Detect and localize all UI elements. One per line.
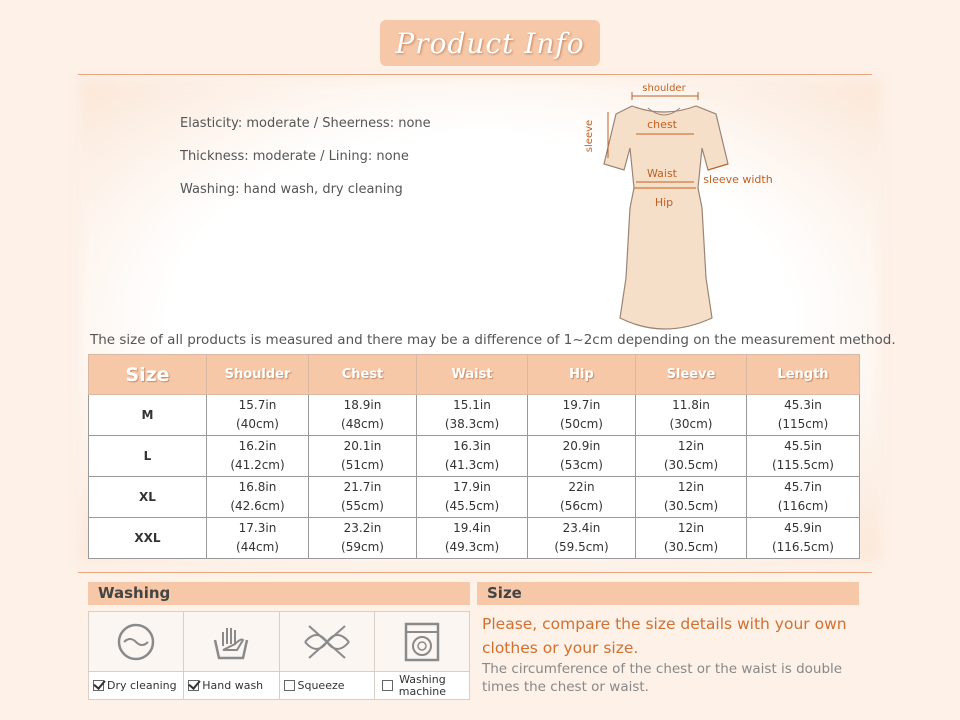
- wash-label-hand-wash: Hand wash: [202, 679, 264, 692]
- label-waist: Waist: [646, 167, 678, 180]
- label-sleeve-width: sleeve width: [703, 173, 773, 186]
- row-size-label: L: [89, 436, 207, 477]
- size-heading: Size: [477, 582, 859, 605]
- no-squeeze-icon: [299, 620, 355, 664]
- page-title: Product Info: [395, 26, 585, 60]
- table-cell: 12in (30.5cm): [636, 436, 747, 477]
- table-cell: 17.3in (44cm): [207, 518, 309, 559]
- table-cell: 16.2in (41.2cm): [207, 436, 309, 477]
- size-sub-text: The circumference of the chest or the waist is double times the chest or waist.: [482, 661, 843, 695]
- wash-label-row: [184, 671, 278, 699]
- title-banner: [380, 20, 600, 66]
- wash-option-washing-machine: [375, 612, 469, 699]
- table-cell: 20.1in (51cm): [309, 436, 417, 477]
- washing-machine-icon: [400, 620, 444, 664]
- checkbox-washing-machine: [382, 680, 393, 691]
- header-hip: Hip: [528, 355, 636, 395]
- table-cell: 16.3in (41.3cm): [417, 436, 528, 477]
- header-size: Size: [89, 355, 207, 395]
- table-cell: 17.9in (45.5cm): [417, 477, 528, 518]
- washing-instructions: [88, 611, 470, 700]
- row-size-label: XL: [89, 477, 207, 518]
- table-cell: 23.4in (59.5cm): [528, 518, 636, 559]
- table-cell: 45.3in (115cm): [747, 395, 860, 436]
- wash-label-row: [375, 671, 469, 699]
- spec-washing: Washing: hand wash, dry cleaning: [180, 182, 403, 197]
- table-cell: 22in (56cm): [528, 477, 636, 518]
- table-cell: 18.9in (48cm): [309, 395, 417, 436]
- label-sleeve: sleeve: [584, 119, 595, 153]
- row-size-label: M: [89, 395, 207, 436]
- table-cell: 11.8in (30cm): [636, 395, 747, 436]
- label-chest: chest: [647, 118, 677, 131]
- table-row: [89, 436, 860, 477]
- table-cell: 45.7in (116cm): [747, 477, 860, 518]
- header-sleeve: Sleeve: [636, 355, 747, 395]
- wash-label-washing-machine: Washing machine: [398, 672, 447, 698]
- wash-label-row: [280, 671, 374, 699]
- table-cell: 16.8in (42.6cm): [207, 477, 309, 518]
- bottom-divider: [78, 572, 872, 573]
- wash-label-row: [89, 671, 183, 699]
- table-cell: 15.1in (38.3cm): [417, 395, 528, 436]
- checkbox-hand-wash: [188, 680, 199, 691]
- table-cell: 12in (30.5cm): [636, 477, 747, 518]
- header-length: Length: [747, 355, 860, 395]
- label-hip: Hip: [654, 196, 674, 209]
- checkbox-dry-cleaning: [93, 680, 104, 691]
- row-size-label: XXL: [89, 518, 207, 559]
- table-row: [89, 395, 860, 436]
- spec-elasticity: Elasticity: moderate / Sheerness: none: [180, 116, 431, 131]
- table-cell: 45.5in (115.5cm): [747, 436, 860, 477]
- wash-option-squeeze: [280, 612, 375, 699]
- dress-measurement-diagram: [570, 78, 810, 338]
- size-advice-text: Please, compare the size details with your own clothes or your size.: [482, 615, 847, 657]
- table-row: [89, 518, 860, 559]
- header-chest: Chest: [309, 355, 417, 395]
- wash-option-dry-cleaning: [89, 612, 184, 699]
- table-cell: 23.2in (59cm): [309, 518, 417, 559]
- checkbox-squeeze: [284, 680, 295, 691]
- header-waist: Waist: [417, 355, 528, 395]
- hand-wash-icon: [209, 620, 253, 664]
- table-cell: 21.7in (55cm): [309, 477, 417, 518]
- table-row: [89, 477, 860, 518]
- top-divider: [78, 74, 872, 75]
- table-cell: 19.4in (49.3cm): [417, 518, 528, 559]
- table-cell: 15.7in (40cm): [207, 395, 309, 436]
- table-cell: 45.9in (116.5cm): [747, 518, 860, 559]
- dry-clean-icon: [114, 620, 158, 664]
- table-header-row: [89, 355, 860, 395]
- header-shoulder: Shoulder: [207, 355, 309, 395]
- wash-label-squeeze: Squeeze: [297, 679, 345, 692]
- washing-heading: Washing: [88, 582, 470, 605]
- wash-label-dry-cleaning: Dry cleaning: [107, 679, 177, 692]
- table-cell: 12in (30.5cm): [636, 518, 747, 559]
- measurement-note: The size of all products is measured and there may be a difference of 1~2cm depending on the measurement method.: [90, 332, 896, 348]
- table-cell: 20.9in (53cm): [528, 436, 636, 477]
- label-shoulder: shoulder: [642, 83, 686, 94]
- size-table: [88, 354, 860, 559]
- table-cell: 19.7in (50cm): [528, 395, 636, 436]
- spec-thickness: Thickness: moderate / Lining: none: [180, 149, 409, 164]
- wash-option-hand-wash: [184, 612, 279, 699]
